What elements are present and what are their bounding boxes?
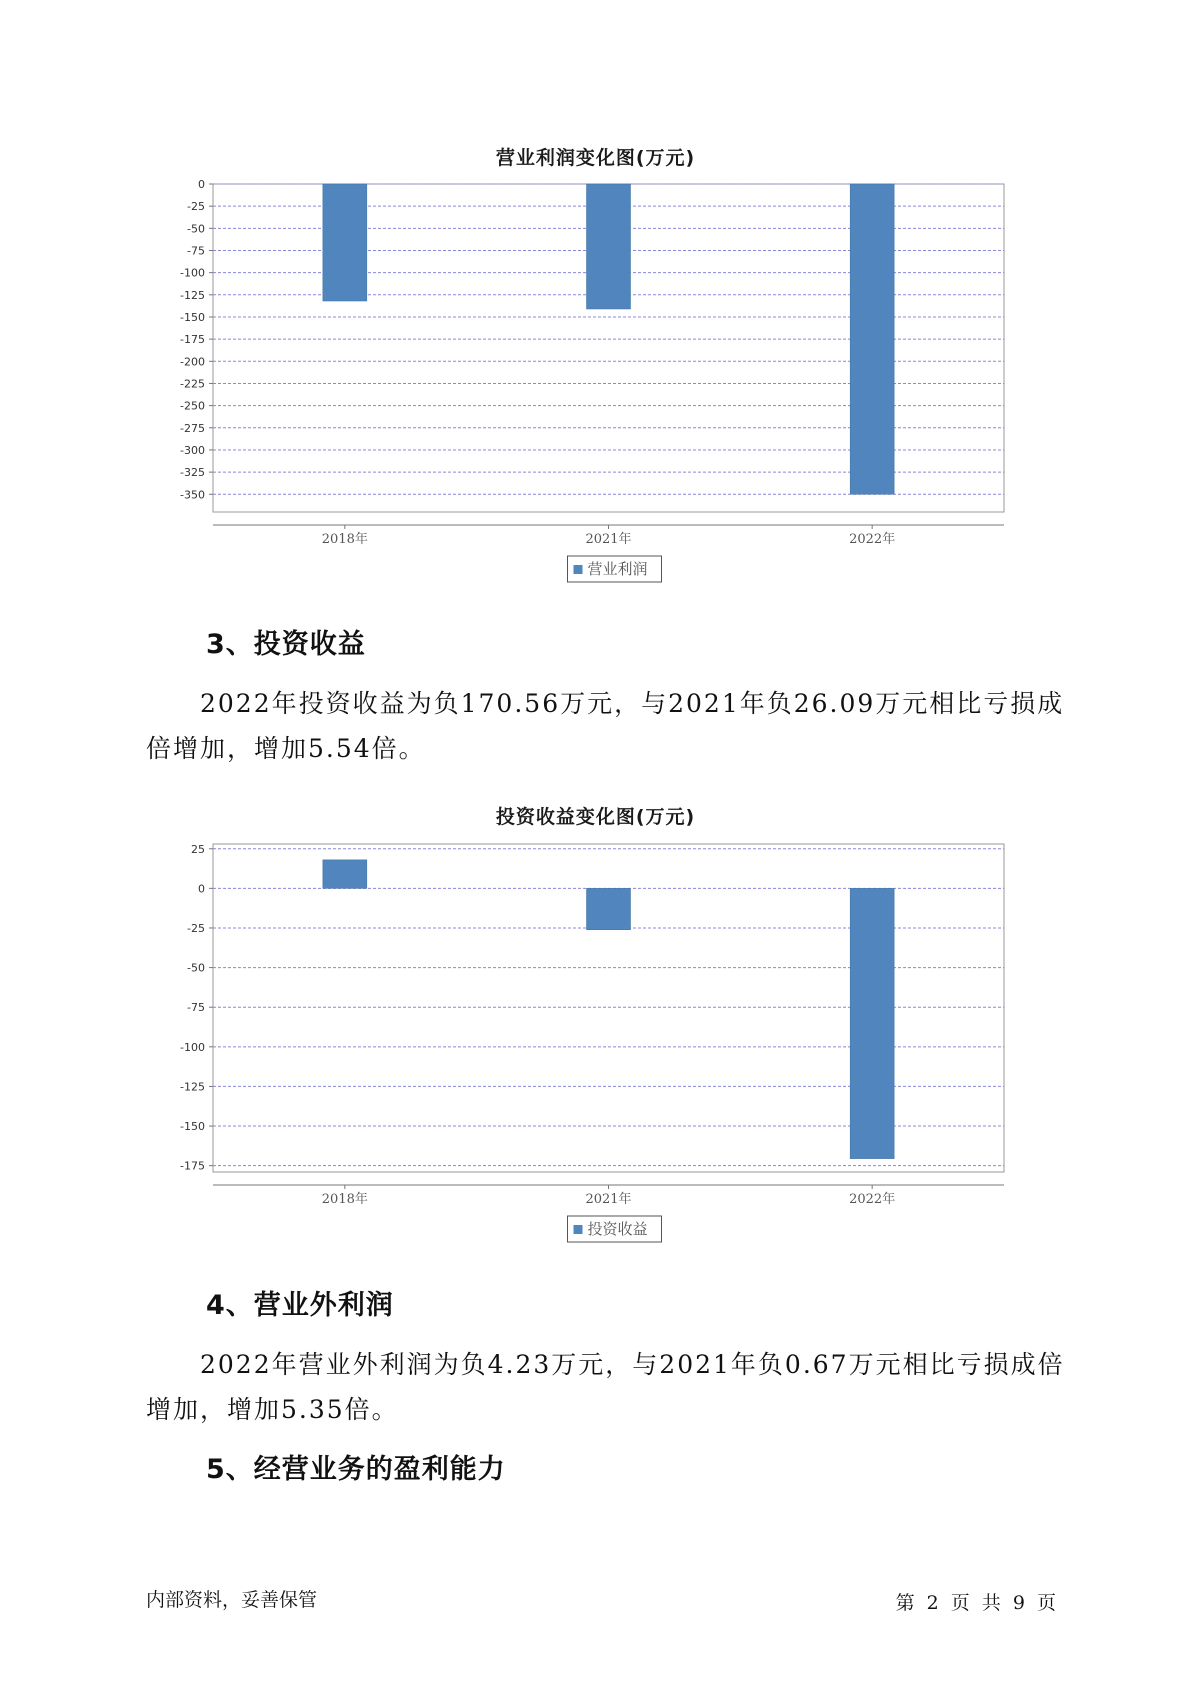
- chart-operating-profit: [0, 170, 1191, 590]
- y-tick-label: -250: [180, 399, 205, 413]
- x-tick-label: 2022年: [849, 1192, 896, 1207]
- footer-confidential-note: 内部资料，妥善保管: [146, 1589, 318, 1611]
- chart-investment-income: [0, 830, 1191, 1250]
- y-tick-label: -175: [180, 333, 205, 347]
- y-tick-label: -100: [180, 266, 205, 280]
- y-tick-label: 0: [198, 178, 205, 191]
- y-tick-label: -300: [180, 443, 205, 457]
- y-tick-label: -75: [187, 244, 205, 258]
- paragraph-investment-income: 2022年投资收益为负170.56万元，与2021年负26.09万元相比亏损成倍增加，增加5.54倍。: [146, 689, 1065, 763]
- paragraph-non-operating-profit: 2022年营业外利润为负4.23万元，与2021年负0.67万元相比亏损成倍增加，增加5.35倍。: [146, 1350, 1065, 1424]
- y-tick-label: 25: [191, 842, 205, 856]
- y-tick-label: -50: [187, 222, 205, 236]
- section-heading-non-operating-profit: 4、营业外利润: [206, 1290, 394, 1321]
- legend-label: 营业利润: [587, 560, 648, 578]
- x-tick-label: 2022年: [849, 532, 896, 547]
- legend: [568, 1216, 662, 1242]
- legend-swatch: [574, 1225, 583, 1234]
- section-heading-business-profitability: 5、经营业务的盈利能力: [206, 1454, 506, 1485]
- y-tick-label: -350: [180, 488, 205, 502]
- legend-label: 投资收益: [587, 1220, 648, 1238]
- y-tick-label: -50: [187, 961, 205, 975]
- x-tick-label: 2021年: [585, 532, 632, 547]
- y-tick-label: 0: [198, 882, 205, 896]
- y-tick-label: -25: [187, 200, 205, 214]
- footer-page-number: 第 2 页 共 9 页: [895, 1592, 1056, 1614]
- chart-title-operating-profit: 营业利润变化图(万元): [495, 147, 696, 169]
- bar-2021年: [587, 888, 631, 929]
- bar-2018年: [323, 184, 367, 301]
- y-tick-label: -125: [180, 288, 205, 302]
- legend-swatch: [574, 565, 583, 574]
- bar-2022年: [850, 184, 894, 494]
- y-tick-label: -75: [187, 1001, 205, 1015]
- y-tick-label: -150: [180, 1120, 205, 1134]
- y-tick-label: -125: [180, 1080, 205, 1094]
- y-tick-label: -275: [180, 421, 205, 435]
- bar-2018年: [323, 860, 367, 889]
- y-tick-label: -25: [187, 921, 205, 935]
- y-tick-label: -225: [180, 377, 205, 391]
- legend: [568, 556, 662, 582]
- y-tick-label: -150: [180, 310, 205, 324]
- y-tick-label: -325: [180, 466, 205, 480]
- x-tick-label: 2018年: [321, 1192, 368, 1207]
- y-tick-label: -175: [180, 1159, 205, 1173]
- section-heading-investment-income: 3、投资收益: [206, 629, 366, 660]
- bar-2021年: [587, 184, 631, 309]
- x-tick-label: 2021年: [585, 1192, 632, 1207]
- x-tick-label: 2018年: [321, 532, 368, 547]
- y-tick-label: -200: [180, 355, 205, 369]
- y-tick-label: -100: [180, 1040, 205, 1054]
- chart-title-investment-income: 投资收益变化图(万元): [495, 806, 696, 828]
- bar-2022年: [850, 888, 894, 1158]
